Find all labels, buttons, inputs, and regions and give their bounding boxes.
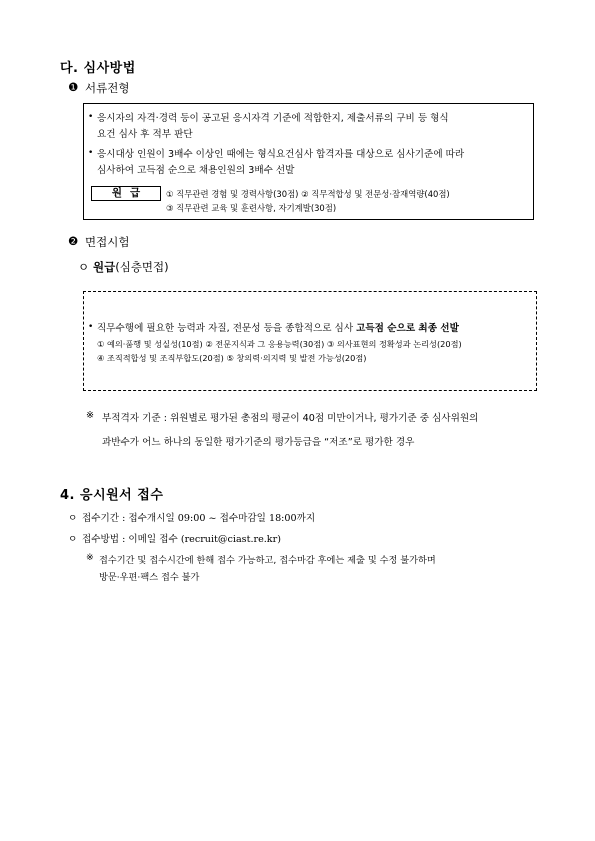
application-period: 접수기간 : 접수개시일 09:00 ~ 접수마감일 18:00까지 — [82, 513, 316, 524]
disqualification-note-line2: 과반수가 어느 하나의 동일한 평가기준의 평가등급을 “저조”로 평가한 경우 — [102, 437, 415, 448]
screening-b2-line2: 심사하여 고득점 순으로 채용인원의 3배수 선발 — [97, 165, 295, 176]
interview-type: (심층면접) — [115, 260, 169, 274]
bullet: • — [88, 322, 94, 332]
method-marker: ㅇ — [68, 534, 78, 545]
interview-sub-marker: ㅇ — [78, 260, 90, 274]
interview-sub-title — [93, 259, 169, 275]
grade-label-tag: 원급 — [91, 186, 161, 201]
application-note-line1: 접수기간 및 접수시간에 한해 접수 가능하고, 접수마감 후에는 제출 및 수정 불가하며 — [99, 555, 436, 566]
item2-marker: ❷ — [68, 234, 79, 248]
disqualification-note-mark: ※ — [86, 410, 95, 421]
screening-b2-line1: 응시대상 인원이 3배수 이상인 때에는 형식요건심사 합격자를 대상으로 심사기준에 따라 — [97, 149, 465, 160]
application-method: 접수방법 : 이메일 접수 (recruit@ciast.re.kr) — [82, 534, 281, 545]
item2-title: 면접시험 — [85, 235, 130, 249]
section-title-review-method: 다. 심사방법 — [60, 61, 136, 76]
disqualification-note-line1: 부적격자 기준 : 위원별로 평가된 총점의 평균이 40점 미만이거나, 평가기준 중 심사위원의 — [102, 413, 479, 424]
bullet: • — [88, 148, 94, 158]
screening-criteria-line2: ③ 직무관련 교육 및 훈련사항, 자기계발(30점) — [166, 203, 337, 213]
period-marker: ㅇ — [68, 513, 78, 524]
screening-criteria-line1: ① 직무관련 경험 및 경력사항(30점) ② 직무적합성 및 전문성·잠재역량(40점) — [166, 189, 450, 199]
screening-b1-line1: 응시자의 자격·경력 등이 공고된 응시자격 기준에 적합한지, 제출서류의 구비 등 형식 — [97, 113, 449, 124]
interview-grade: 원급 — [93, 260, 116, 274]
screening-b1-line2: 요건 심사 후 적부 판단 — [97, 129, 193, 140]
interview-bullet-bold: 고득점 순으로 최종 선발 — [356, 323, 459, 334]
bullet: • — [88, 112, 94, 122]
application-note-line2: 방문·우편·팩스 접수 불가 — [99, 572, 200, 583]
interview-bullet-line — [97, 320, 459, 334]
application-note-mark: ※ — [86, 552, 94, 563]
section-title-application: 4. 응시원서 접수 — [60, 488, 164, 503]
interview-bullet-text: 직무수행에 필요한 능력과 자질, 전문성 등을 종합적으로 심사 — [97, 323, 357, 334]
interview-criteria-line1: ① 예의·품행 및 성실성(10점) ② 전문지식과 그 응용능력(30점) ③ 의사표현의 정확성과 논리성(20점) — [97, 339, 462, 349]
item1-marker: ❶ — [68, 80, 79, 94]
item1-title: 서류전형 — [85, 81, 130, 95]
interview-criteria-line2: ④ 조직적합성 및 조직부합도(20점) ⑤ 창의력·의지력 및 발전 가능성(20점) — [97, 353, 367, 363]
